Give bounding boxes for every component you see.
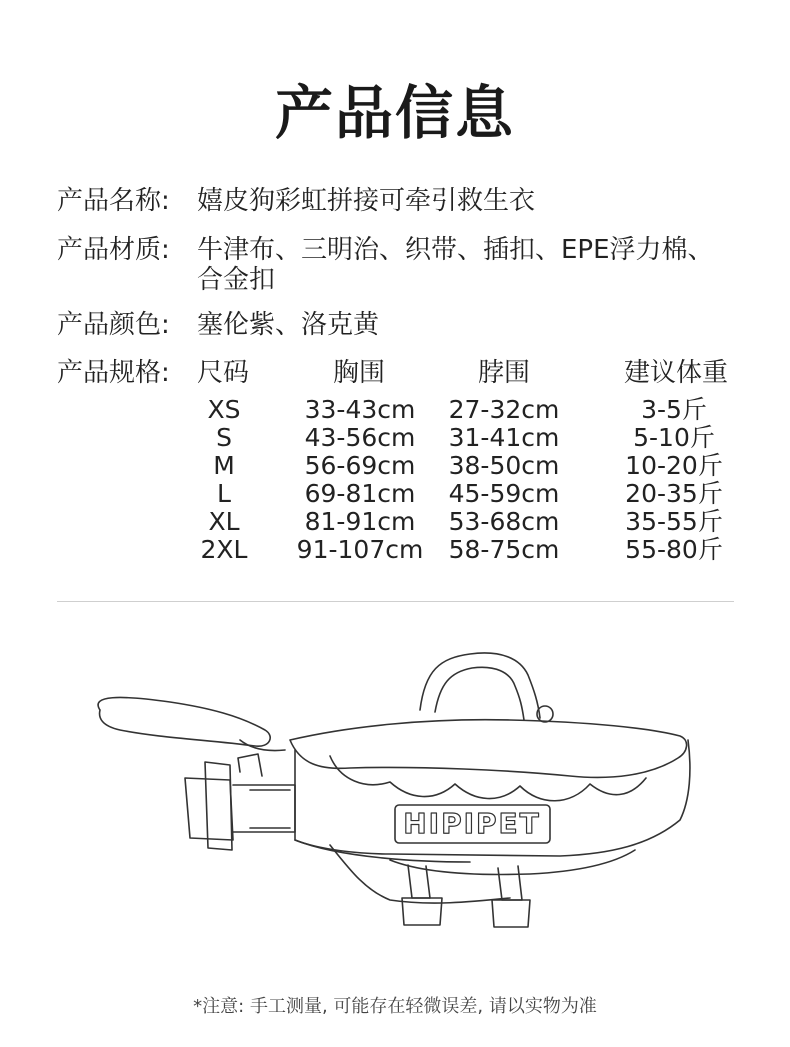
cell-chest: 43-56cm xyxy=(304,423,416,452)
page-title: 产品信息 xyxy=(274,79,515,147)
measurement-note: *注意: 手工测量, 可能存在轻微误差, 请以实物为准 xyxy=(193,996,597,1017)
name-value: 嬉皮狗彩虹拼接可牵引救生衣 xyxy=(197,186,536,216)
cell-weight: 55-80斤 xyxy=(625,535,723,564)
table-row xyxy=(0,452,790,480)
cell-chest: 56-69cm xyxy=(304,451,416,480)
cell-neck: 53-68cm xyxy=(448,507,560,536)
cell-chest: 91-107cm xyxy=(296,535,424,564)
spec-table xyxy=(0,396,790,564)
material-line-2: 合金扣 xyxy=(197,265,276,295)
cell-neck: 31-41cm xyxy=(448,423,560,452)
color-label: 产品颜色: xyxy=(57,310,170,340)
cell-size: M xyxy=(213,451,235,480)
material-value xyxy=(197,235,757,295)
table-row xyxy=(0,508,790,536)
material-label: 产品材质: xyxy=(57,235,170,265)
header-weight: 建议体重 xyxy=(624,358,729,388)
cell-weight: 10-20斤 xyxy=(625,451,723,480)
cell-size: S xyxy=(216,423,232,452)
cell-chest: 81-91cm xyxy=(304,507,416,536)
cell-chest: 33-43cm xyxy=(304,395,416,424)
header-chest: 胸围 xyxy=(333,358,386,388)
brand-text: HIPIPET xyxy=(403,807,541,840)
name-label: 产品名称: xyxy=(57,186,170,216)
header-size: 尺码 xyxy=(197,358,250,388)
cell-size: L xyxy=(217,479,231,508)
cell-neck: 38-50cm xyxy=(448,451,560,480)
material-line-1: 牛津布、三明治、织带、插扣、EPE浮力棉、 xyxy=(197,235,714,265)
cell-neck: 58-75cm xyxy=(448,535,560,564)
cell-chest: 69-81cm xyxy=(304,479,416,508)
table-row xyxy=(0,424,790,452)
header-neck: 脖围 xyxy=(478,358,531,388)
table-row xyxy=(0,480,790,508)
cell-neck: 45-59cm xyxy=(448,479,560,508)
cell-weight: 20-35斤 xyxy=(625,479,723,508)
cell-neck: 27-32cm xyxy=(448,395,560,424)
cell-weight: 5-10斤 xyxy=(633,423,715,452)
color-value: 塞伦紫、洛克黄 xyxy=(197,310,380,340)
spec-label: 产品规格: xyxy=(57,358,170,388)
cell-weight: 35-55斤 xyxy=(625,507,723,536)
cell-size: XL xyxy=(208,507,240,536)
dog-life-jacket-line-drawing xyxy=(90,640,710,940)
table-row xyxy=(0,396,790,424)
table-row xyxy=(0,536,790,564)
cell-size: XS xyxy=(207,395,241,424)
section-divider xyxy=(57,601,734,602)
cell-size: 2XL xyxy=(200,535,248,564)
cell-weight: 3-5斤 xyxy=(641,395,707,424)
